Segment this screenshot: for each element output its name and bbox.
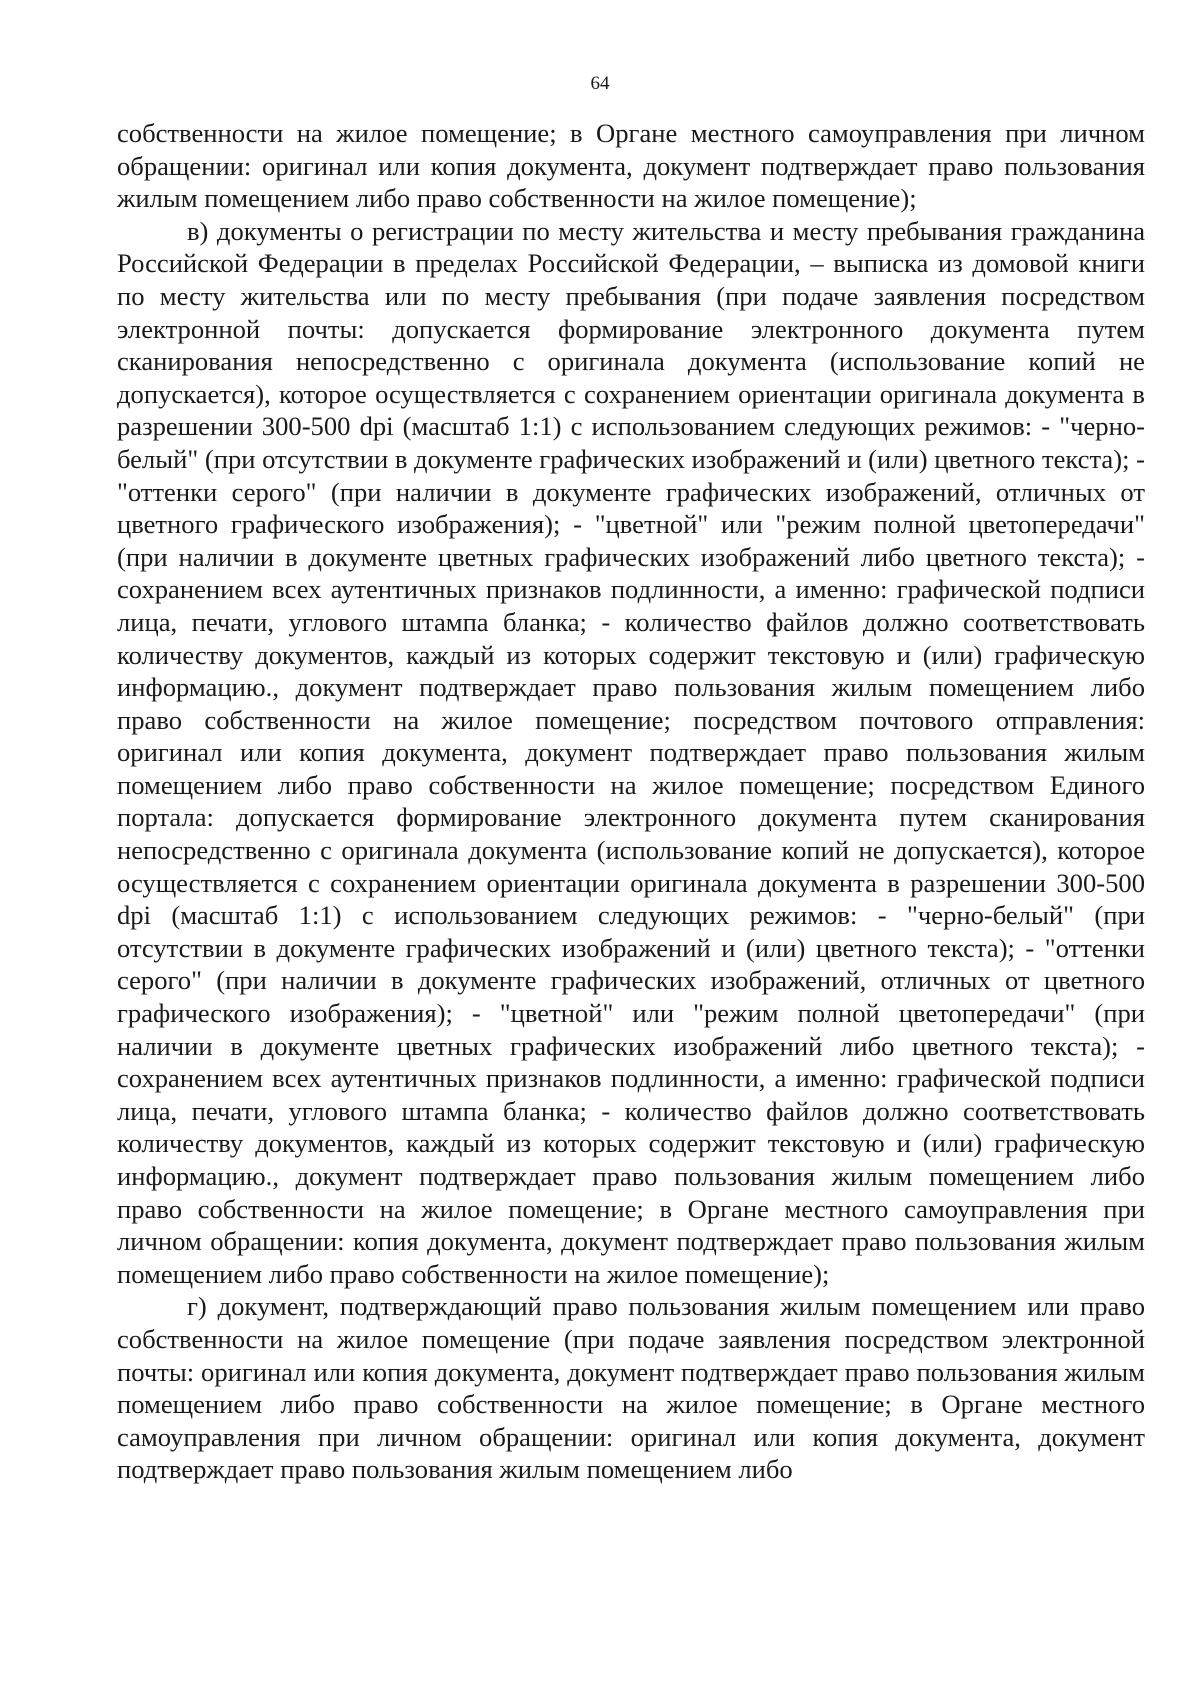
paragraph-continuation: собственности на жилое помещение; в Органе местного самоуправления при личном обращении: оригинал или копия документа, документ подтверждает право пользования жилым помещением либо право собственности на жилое помещение); [117, 118, 1145, 214]
document-body [117, 117, 1145, 1486]
paragraph-item-v: в) документы о регистрации по месту жительства и месту пребывания гражданина Российской Федерации в пределах Российской Федерации, – выписка из домовой книги по месту жительства или по месту пребывания (при подаче заявления посредством электронной почты: допускается формирование электронного документа путем сканирования непосредственно с оригинала документа (использование копий не допускается), которое осуществляется с сохранением ориентации оригинала документа в разрешении 300-500 dpi (масштаб 1:1) с использованием следующих режимов: - "черно-белый" (при отсутствии в документе графических изображений и (или) цветного текста); - "оттенки серого" (при наличии в документе графических изображений, отличных от цветного графического изображения); - "цветной" или "режим полной цветопередачи" (при наличии в документе цветных графических изображений либо цветного текста); - сохранением всех аутентичных признаков подлинности, а именно: графической подписи лица, печати, углового штампа бланка; - количество файлов должно соответствовать количеству документов, каждый из которых содержит текстовую и (или) графическую информацию., документ подтверждает право пользования жилым помещением либо право собственности на жилое помещение; посредством почтового отправления: оригинал или копия документа, документ подтверждает право пользования жилым помещением либо право собственности на жилое помещение; посредством Единого портала: допускается формирование электронного документа путем сканирования непосредственно с оригинала документа (использование копий не допускается), которое осуществляется с сохранением ориентации оригинала документа в разрешении 300-500 dpi (масштаб 1:1) с использованием следующих режимов: - "черно-белый" (при отсутствии в документе графических изображений и (или) цветного текста); - "оттенки серого" (при наличии в документе графических изображений, отличных от цветного графического изображения); - "цветной" или "режим полной цветопередачи" (при наличии в документе цветных графических изображений либо цветного текста); - сохранением всех аутентичных признаков подлинности, а именно: графической подписи лица, печати, углового штампа бланка; - количество файлов должно соответствовать количеству документов, каждый из которых содержит текстовую и (или) графическую информацию., документ подтверждает право пользования жилым помещением либо право собственности на жилое помещение; в Органе местного самоуправления при личном обращении: копия документа, документ подтверждает право пользования жилым помещением либо право собственности на жилое помещение); [117, 215, 1145, 1289]
paragraph-item-g: г) документ, подтверждающий право пользования жилым помещением или право собственности на жилое помещение (при подаче заявления посредством электронной почты: оригинал или копия документа, документ подтверждает право пользования жилым помещением либо право собственности на жилое помещение; в Органе местного самоуправления при личном обращении: оригинал или копия документа, документ подтверждает право пользования жилым помещением либо [117, 1291, 1145, 1485]
page-number: 64 [590, 73, 610, 94]
